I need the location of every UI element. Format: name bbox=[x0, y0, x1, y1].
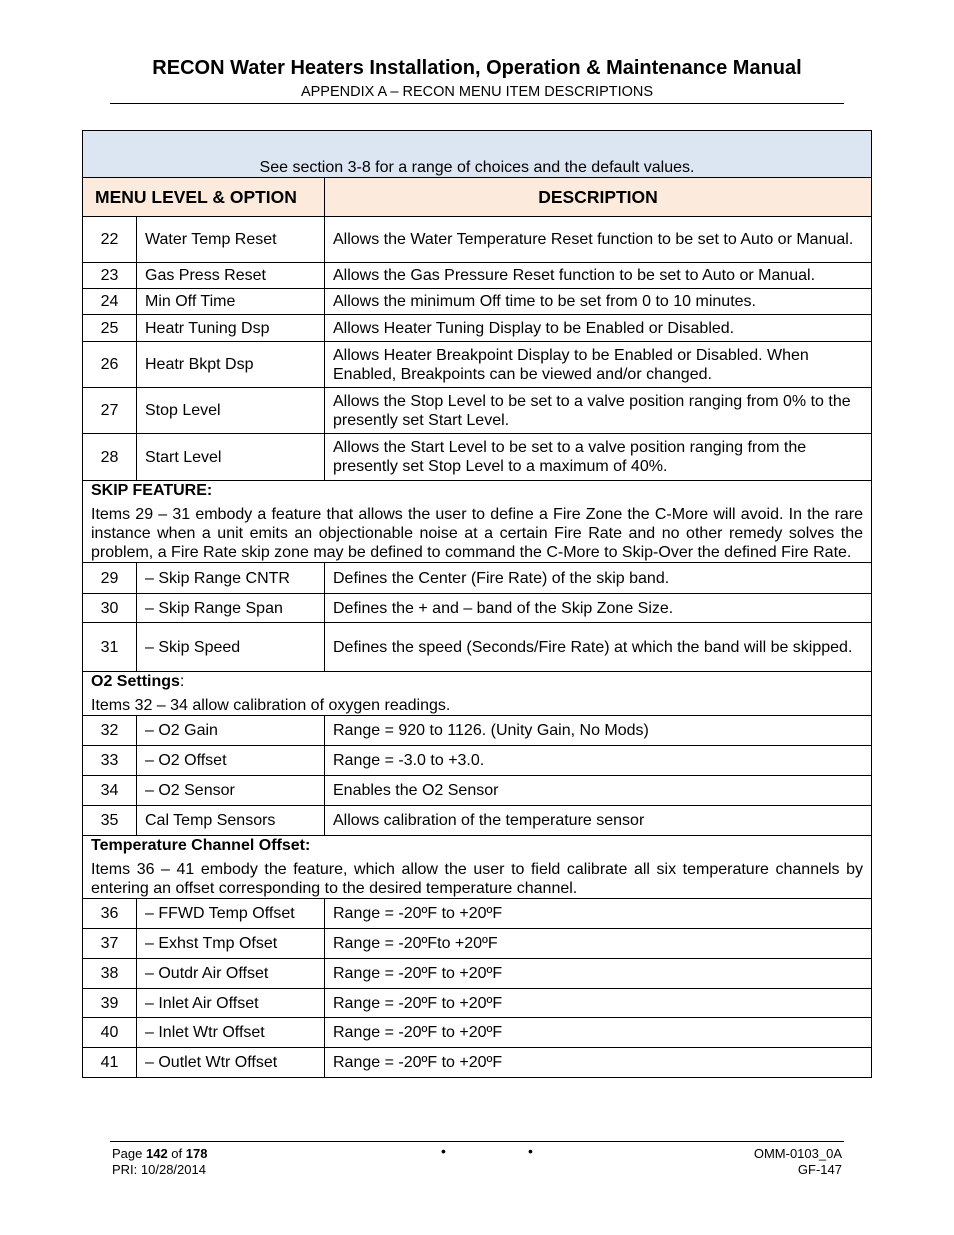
table-row bbox=[83, 959, 872, 989]
item-number: 29 bbox=[83, 563, 137, 594]
item-name: – Skip Range Span bbox=[137, 594, 325, 623]
skip-feature-section-title: SKIP FEATURE: bbox=[91, 482, 213, 499]
item-number: 33 bbox=[83, 746, 137, 776]
item-number: 41 bbox=[83, 1048, 137, 1078]
table-row bbox=[83, 563, 872, 594]
appendix-subtitle: APPENDIX A – RECON MENU ITEM DESCRIPTIONS bbox=[300, 84, 654, 100]
item-name: Stop Level bbox=[137, 388, 325, 434]
item-description: Range = -20ºF to +20ºF bbox=[325, 1018, 872, 1048]
table-row bbox=[83, 315, 872, 342]
table-row bbox=[83, 594, 872, 623]
item-description: Range = -20ºF to +20ºF bbox=[325, 959, 872, 989]
form-id: GF-147 bbox=[797, 1162, 842, 1177]
item-number: 25 bbox=[83, 315, 137, 342]
table-row bbox=[83, 989, 872, 1018]
item-description: Range = -20ºF to +20ºF bbox=[325, 1048, 872, 1078]
table-row bbox=[83, 434, 872, 481]
item-description: Allows Heater Tuning Display to be Enabled or Disabled. bbox=[325, 315, 872, 342]
item-number: 22 bbox=[83, 217, 137, 263]
table-note: See section 3-8 for a range of choices and the default values. bbox=[83, 131, 872, 178]
item-name: – Skip Range CNTR bbox=[137, 563, 325, 594]
item-number: 40 bbox=[83, 1018, 137, 1048]
item-name: – Inlet Air Offset bbox=[137, 989, 325, 1018]
item-number: 26 bbox=[83, 342, 137, 388]
item-name: – O2 Offset bbox=[137, 746, 325, 776]
item-number: 23 bbox=[83, 263, 137, 289]
o2-settings-section-row bbox=[83, 672, 872, 716]
item-number: 36 bbox=[83, 899, 137, 929]
item-name: – Outdr Air Offset bbox=[137, 959, 325, 989]
item-description: Range = -20ºF to +20ºF bbox=[325, 899, 872, 929]
item-description: Allows Heater Breakpoint Display to be Enabled or Disabled. When Enabled, Breakpoints can be viewed and/or changed. bbox=[325, 342, 872, 388]
footer-bullet: • bbox=[528, 1143, 533, 1159]
table-row bbox=[83, 217, 872, 263]
header-divider bbox=[110, 103, 844, 104]
item-description: Defines the Center (Fire Rate) of the skip band. bbox=[325, 563, 872, 594]
item-description: Range = -20ºFto +20ºF bbox=[325, 929, 872, 959]
table-row bbox=[83, 899, 872, 929]
item-number: 34 bbox=[83, 776, 137, 806]
table-header-row bbox=[83, 178, 872, 217]
table-row bbox=[83, 806, 872, 836]
item-description: Range = -20ºF to +20ºF bbox=[325, 989, 872, 1018]
item-name: Cal Temp Sensors bbox=[137, 806, 325, 836]
temperature-offset-section bbox=[83, 836, 872, 899]
table-row bbox=[83, 388, 872, 434]
item-number: 35 bbox=[83, 806, 137, 836]
item-number: 38 bbox=[83, 959, 137, 989]
item-name: – Skip Speed bbox=[137, 623, 325, 672]
column-header-menu: MENU LEVEL & OPTION bbox=[83, 178, 325, 217]
skip-feature-section-row bbox=[83, 481, 872, 563]
item-name: Water Temp Reset bbox=[137, 217, 325, 263]
skip-feature-section-text: Items 29 – 31 embody a feature that allows the user to define a Fire Zone the C-More will avoid. In the rare instance when a unit emits an objectionable noise at a certain Fire Rate and no other remedy solves the problem, a Fire Rate skip zone may be defined to command the C-More to Skip-Over the defined Fire Rate. bbox=[91, 506, 864, 561]
temperature-offset-section-row bbox=[83, 836, 872, 899]
item-description: Defines the + and – band of the Skip Zone Size. bbox=[325, 594, 872, 623]
item-number: 24 bbox=[83, 289, 137, 315]
item-name: – O2 Sensor bbox=[137, 776, 325, 806]
table-row bbox=[83, 776, 872, 806]
column-header-description: DESCRIPTION bbox=[325, 178, 872, 217]
item-description: Allows the Water Temperature Reset function to be set to Auto or Manual. bbox=[325, 217, 872, 263]
item-description: Allows calibration of the temperature sensor bbox=[325, 806, 872, 836]
page-number: Page 142 of 178 bbox=[112, 1146, 208, 1161]
o2-settings-section bbox=[83, 672, 872, 716]
footer-right bbox=[700, 1146, 842, 1178]
item-name: – O2 Gain bbox=[137, 716, 325, 746]
item-description: Allows the minimum Off time to be set from 0 to 10 minutes. bbox=[325, 289, 872, 315]
item-description: Enables the O2 Sensor bbox=[325, 776, 872, 806]
table-note-row bbox=[83, 131, 872, 178]
item-number: 28 bbox=[83, 434, 137, 481]
table-row bbox=[83, 929, 872, 959]
footer-left bbox=[112, 1146, 207, 1178]
menu-items-table bbox=[82, 130, 872, 1078]
item-description: Allows the Stop Level to be set to a valve position ranging from 0% to the presently set Start Level. bbox=[325, 388, 872, 434]
table-row bbox=[83, 1048, 872, 1078]
table-row bbox=[83, 746, 872, 776]
item-name: Start Level bbox=[137, 434, 325, 481]
item-number: 39 bbox=[83, 989, 137, 1018]
item-name: Min Off Time bbox=[137, 289, 325, 315]
item-description: Allows the Start Level to be set to a valve position ranging from the presently set Stop Level to a maximum of 40%. bbox=[325, 434, 872, 481]
item-description: Allows the Gas Pressure Reset function to be set to Auto or Manual. bbox=[325, 263, 872, 289]
item-number: 32 bbox=[83, 716, 137, 746]
document-id: OMM-0103_0A bbox=[753, 1146, 842, 1161]
o2-settings-section-title: O2 Settings: bbox=[91, 673, 185, 690]
item-number: 37 bbox=[83, 929, 137, 959]
footer-divider bbox=[110, 1141, 844, 1142]
item-name: Gas Press Reset bbox=[137, 263, 325, 289]
item-name: – Inlet Wtr Offset bbox=[137, 1018, 325, 1048]
temperature-offset-section-text: Items 36 – 41 embody the feature, which allow the user to field calibrate all six temperature channels by entering an offset corresponding to the desired temperature channel. bbox=[91, 861, 864, 897]
item-name: – FFWD Temp Offset bbox=[137, 899, 325, 929]
item-name: Heatr Bkpt Dsp bbox=[137, 342, 325, 388]
table-row bbox=[83, 623, 872, 672]
item-name: – Outlet Wtr Offset bbox=[137, 1048, 325, 1078]
footer-bullet: • bbox=[441, 1143, 446, 1159]
item-name: Heatr Tuning Dsp bbox=[137, 315, 325, 342]
table-row bbox=[83, 263, 872, 289]
item-description: Range = 920 to 1126. (Unity Gain, No Mods) bbox=[325, 716, 872, 746]
document-title: RECON Water Heaters Installation, Operation & Maintenance Manual bbox=[152, 57, 802, 79]
o2-settings-section-text: Items 32 – 34 allow calibration of oxygen readings. bbox=[91, 697, 451, 714]
item-description: Range = -3.0 to +3.0. bbox=[325, 746, 872, 776]
item-name: – Exhst Tmp Ofset bbox=[137, 929, 325, 959]
item-number: 30 bbox=[83, 594, 137, 623]
item-description: Defines the speed (Seconds/Fire Rate) at which the band will be skipped. bbox=[325, 623, 872, 672]
table-row bbox=[83, 342, 872, 388]
item-number: 27 bbox=[83, 388, 137, 434]
skip-feature-section bbox=[83, 481, 872, 563]
table-row bbox=[83, 1018, 872, 1048]
temperature-offset-section-title: Temperature Channel Offset: bbox=[91, 837, 311, 854]
pri-date: PRI: 10/28/2014 bbox=[112, 1162, 206, 1177]
table-row bbox=[83, 716, 872, 746]
item-number: 31 bbox=[83, 623, 137, 672]
table-row bbox=[83, 289, 872, 315]
